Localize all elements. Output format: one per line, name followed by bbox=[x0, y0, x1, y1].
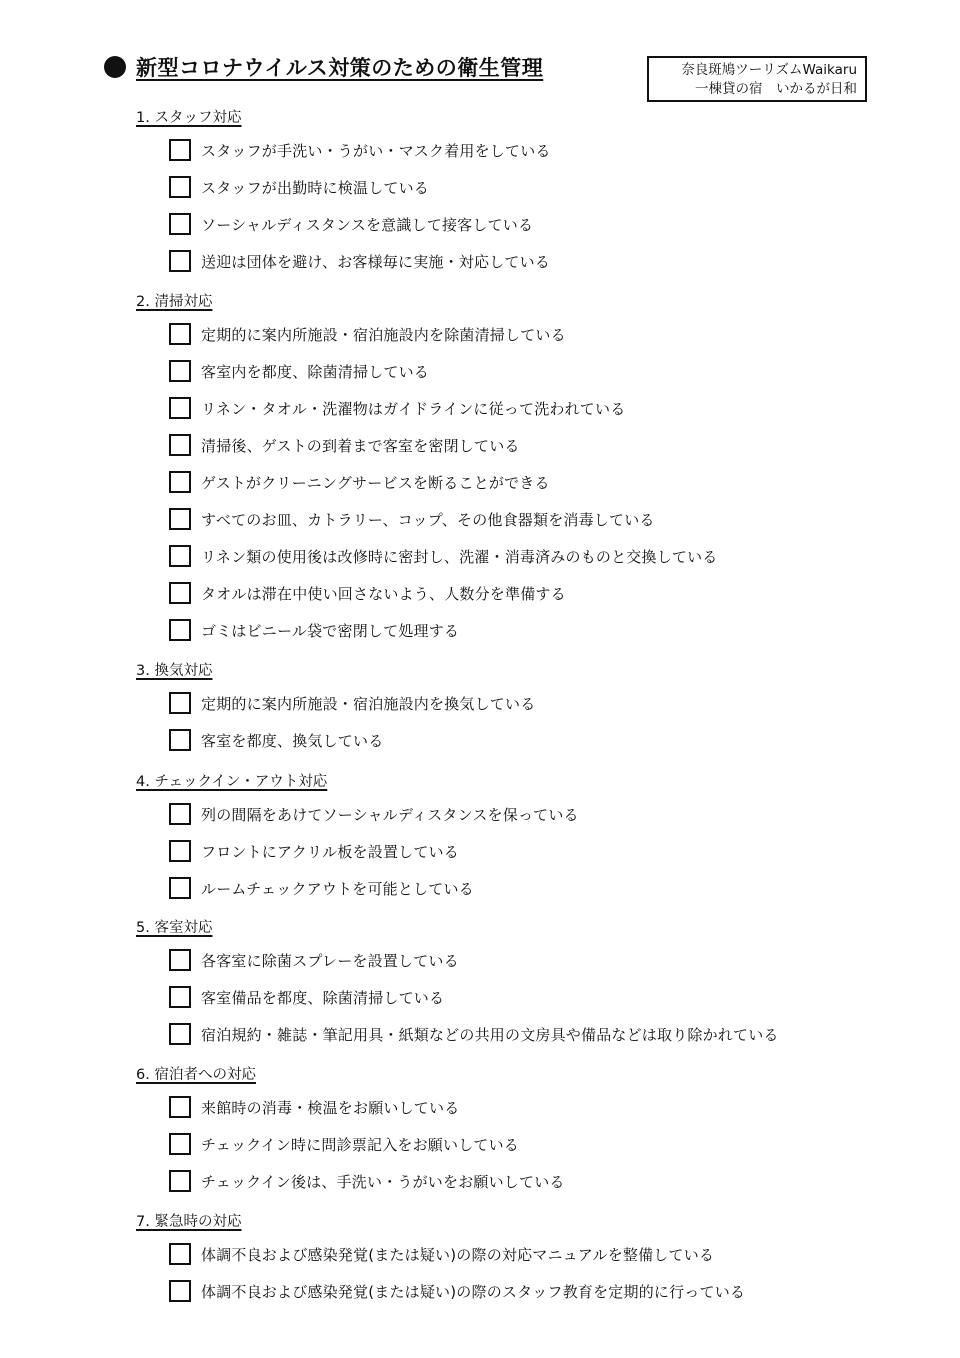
checklist-item bbox=[169, 137, 551, 163]
section-3 bbox=[136, 661, 896, 750]
checklist-item bbox=[169, 395, 625, 421]
checklist-item-label: ソーシャルディスタンスを意識して接客している bbox=[201, 215, 534, 234]
checkbox[interactable] bbox=[169, 1280, 191, 1302]
checklist-item bbox=[169, 358, 429, 384]
bullet-icon bbox=[104, 56, 126, 78]
checklist-item bbox=[169, 248, 550, 274]
section-title: 7. 緊急時の対応 bbox=[136, 1214, 242, 1230]
checklist-item-label: 客室備品を都度、除菌清掃している bbox=[201, 988, 445, 1007]
checkbox[interactable] bbox=[169, 729, 191, 751]
checklist-item bbox=[169, 1241, 714, 1267]
section-6 bbox=[136, 1065, 896, 1191]
checklist-item-label: 客室内を都度、除菌清掃している bbox=[201, 362, 430, 381]
checklist-item-label: ルームチェックアウトを可能としている bbox=[201, 879, 474, 898]
checkbox[interactable] bbox=[169, 397, 191, 419]
section-title: 1. スタッフ対応 bbox=[136, 110, 242, 126]
checklist-item bbox=[169, 727, 383, 753]
checklist-item-label: 体調不良および感染発覚(または疑い)の際のスタッフ教育を定期的に行っている bbox=[201, 1282, 746, 1301]
title-row bbox=[104, 52, 543, 82]
section-title: 5. 客室対応 bbox=[136, 920, 213, 936]
checklist-item-label: 列の間隔をあけてソーシャルディスタンスを保っている bbox=[201, 805, 579, 824]
checklist-item-label: フロントにアクリル板を設置している bbox=[201, 842, 459, 861]
checklist-item bbox=[169, 1168, 565, 1194]
checklist-item bbox=[169, 984, 444, 1010]
checkbox[interactable] bbox=[169, 323, 191, 345]
checkbox[interactable] bbox=[169, 545, 191, 567]
checkbox[interactable] bbox=[169, 250, 191, 272]
checkbox[interactable] bbox=[169, 986, 191, 1008]
section-7 bbox=[136, 1212, 896, 1301]
checklist-item-label: 各客室に除菌スプレーを設置している bbox=[201, 951, 459, 970]
checklist-item-label: 宿泊規約・雑誌・筆記用具・紙類などの共用の文房具や備品などは取り除かれている bbox=[201, 1025, 779, 1044]
organization-box bbox=[647, 56, 867, 102]
section-title: 6. 宿泊者への対応 bbox=[136, 1067, 256, 1083]
checkbox[interactable] bbox=[169, 619, 191, 641]
checkbox[interactable] bbox=[169, 1133, 191, 1155]
checkbox[interactable] bbox=[169, 692, 191, 714]
checkbox[interactable] bbox=[169, 1243, 191, 1265]
checklist-item bbox=[169, 469, 550, 495]
section-title: 3. 換気対応 bbox=[136, 663, 213, 679]
checklist-item-label: 体調不良および感染発覚(または疑い)の際の対応マニュアルを整備している bbox=[201, 1245, 715, 1264]
checklist-item-label: 来館時の消毒・検温をお願いしている bbox=[201, 1098, 460, 1117]
checklist-item bbox=[169, 580, 566, 606]
checklist-item bbox=[169, 617, 459, 643]
checkbox[interactable] bbox=[169, 877, 191, 899]
section-1 bbox=[136, 108, 896, 271]
checkbox[interactable] bbox=[169, 434, 191, 456]
checklist-item bbox=[169, 211, 533, 237]
organization-name: 奈良斑鳩ツーリズムWaikaru bbox=[681, 62, 857, 78]
checklist-item bbox=[169, 875, 474, 901]
checklist-item-label: リネン・タオル・洗濯物はガイドラインに従って洗われている bbox=[201, 399, 626, 418]
section-title: 4. チェックイン・アウト対応 bbox=[136, 774, 328, 790]
section-2 bbox=[136, 292, 896, 640]
checklist-item bbox=[169, 543, 718, 569]
checkbox[interactable] bbox=[169, 949, 191, 971]
checklist-item-label: 客室を都度、換気している bbox=[201, 731, 384, 750]
checkbox[interactable] bbox=[169, 139, 191, 161]
checklist-item-label: ゴミはビニール袋で密閉して処理する bbox=[201, 621, 460, 640]
checklist-item bbox=[169, 801, 579, 827]
checklist-item bbox=[169, 690, 535, 716]
checklist-item-label: すべてのお皿、カトラリー、コップ、その他食器類を消毒している bbox=[201, 510, 655, 529]
checklist-item bbox=[169, 1278, 745, 1304]
checklist-item bbox=[169, 174, 429, 200]
checklist-item-label: 定期的に案内所施設・宿泊施設内を除菌清掃している bbox=[201, 325, 566, 344]
section-4 bbox=[136, 772, 896, 898]
checklist-item-label: スタッフが手洗い・うがい・マスク着用をしている bbox=[201, 141, 551, 160]
checklist-item-label: チェックイン時に問診票記入をお願いしている bbox=[201, 1135, 520, 1154]
checkbox[interactable] bbox=[169, 840, 191, 862]
checklist-item bbox=[169, 432, 520, 458]
checklist-item bbox=[169, 321, 566, 347]
checkbox[interactable] bbox=[169, 176, 191, 198]
checkbox[interactable] bbox=[169, 1170, 191, 1192]
checkbox[interactable] bbox=[169, 1096, 191, 1118]
lodging-name: 一棟貸の宿 いかるが日和 bbox=[695, 81, 857, 97]
checkbox[interactable] bbox=[169, 1023, 191, 1045]
checklist-item bbox=[169, 1131, 519, 1157]
checklist-item-label: 送迎は団体を避け、お客様毎に実施・対応している bbox=[201, 252, 551, 271]
checklist-item-label: チェックイン後は、手洗い・うがいをお願いしている bbox=[201, 1172, 565, 1191]
checkbox[interactable] bbox=[169, 582, 191, 604]
checklist-item-label: ゲストがクリーニングサービスを断ることができる bbox=[201, 473, 550, 492]
checklist-item bbox=[169, 838, 459, 864]
checklist-item-label: リネン類の使用後は改修時に密封し、洗濯・消毒済みのものと交換している bbox=[201, 547, 718, 566]
checklist-item bbox=[169, 1094, 459, 1120]
checkbox[interactable] bbox=[169, 803, 191, 825]
checklist-item-label: スタッフが出勤時に検温している bbox=[201, 178, 430, 197]
checkbox[interactable] bbox=[169, 471, 191, 493]
checklist-item-label: 定期的に案内所施設・宿泊施設内を換気している bbox=[201, 694, 536, 713]
checkbox[interactable] bbox=[169, 213, 191, 235]
checklist-item-label: 清掃後、ゲストの到着まで客室を密閉している bbox=[201, 436, 520, 455]
section-5 bbox=[136, 918, 896, 1044]
checklist-item-label: タオルは滞在中使い回さないよう、人数分を準備する bbox=[201, 584, 566, 603]
checklist-item bbox=[169, 1021, 779, 1047]
checkbox[interactable] bbox=[169, 360, 191, 382]
checkbox[interactable] bbox=[169, 508, 191, 530]
checklist-item bbox=[169, 947, 459, 973]
page-title: 新型コロナウイルス対策のための衛生管理 bbox=[136, 56, 544, 80]
checklist-item bbox=[169, 506, 655, 532]
section-title: 2. 清掃対応 bbox=[136, 294, 213, 310]
